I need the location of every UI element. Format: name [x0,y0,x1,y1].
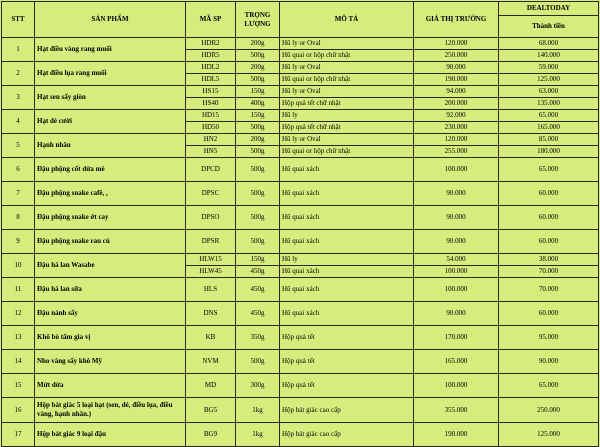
market-price-cell: 94.000 [414,86,499,98]
description-cell: Hũ ly or Oval [280,86,414,98]
deal-price-cell: 65.000 [499,158,599,182]
product-name-cell: Đậu hà lan sữa [35,278,186,302]
market-price-cell: 92.000 [414,110,499,122]
weight-cell: 1kg [236,398,280,423]
product-code-cell: HLW45 [186,266,236,278]
weight-cell: 450g [236,302,280,326]
stt-cell: 4 [2,110,35,134]
weight-cell: 500g [236,350,280,374]
table-row [2,182,599,206]
market-price-cell: 90.000 [414,62,499,74]
deal-price-cell: 38.000 [499,254,599,266]
description-cell: Hũ ly [280,110,414,122]
price-rows [2,38,599,447]
weight-cell: 500g [236,122,280,134]
description-cell: Hũ ly or Oval [280,62,414,74]
deal-price-cell: 60.000 [499,206,599,230]
market-price-cell: 100.000 [414,374,499,398]
description-cell: Hộp quà tết chữ nhật [280,122,414,134]
header-description: MÔ TẢ [280,2,414,38]
weight-cell: 350g [236,326,280,350]
market-price-cell: 190.000 [414,423,499,447]
product-code-cell: DPCD [186,158,236,182]
deal-price-cell: 60.000 [499,230,599,254]
description-cell: Hũ quai xách [280,266,414,278]
stt-cell: 1 [2,38,35,62]
header-dealtoday: DEALTODAY [499,2,599,16]
market-price-cell: 100.000 [414,278,499,302]
description-cell: Hũ quai or hộp chữ nhật [280,74,414,86]
product-name-cell: Hạnh nhân [35,134,186,158]
stt-cell: 7 [2,182,35,206]
weight-cell: 200g [236,62,280,74]
table-row [2,374,599,398]
market-price-cell: 170.000 [414,326,499,350]
weight-cell: 500g [236,50,280,62]
product-name-cell: Hộp bát giác 9 loại đậu [35,423,186,447]
product-code-cell: HLS [186,278,236,302]
market-price-cell: 100.000 [414,266,499,278]
product-name-cell: Hạt điều lụa rang muối [35,62,186,86]
product-code-cell: MD [186,374,236,398]
stt-cell: 14 [2,350,35,374]
product-name-cell: Hạt điều vàng rang muối [35,38,186,62]
product-code-cell: DPSO [186,206,236,230]
header-weight: TRỌNG LƯỢNG [236,2,280,38]
header-stt: STT [2,2,35,38]
product-name-cell: Đậu phộng cốt dừa mè [35,158,186,182]
product-code-cell: BG9 [186,423,236,447]
deal-price-cell: 90.000 [499,350,599,374]
description-cell: Hộp bát giác cao cấp [280,423,414,447]
description-cell: Hũ quai xách [280,182,414,206]
description-cell: Hũ quai xách [280,230,414,254]
product-code-cell: HDL5 [186,74,236,86]
deal-price-cell: 65.000 [499,374,599,398]
product-code-cell: DPSC [186,182,236,206]
stt-cell: 17 [2,423,35,447]
description-cell: Hũ quai xách [280,158,414,182]
deal-price-cell: 125.000 [499,74,599,86]
stt-cell: 2 [2,62,35,86]
market-price-cell: 165.000 [414,350,499,374]
description-cell: Hũ quai xách [280,302,414,326]
product-code-cell: HS40 [186,98,236,110]
deal-price-cell: 60.000 [499,302,599,326]
stt-cell: 16 [2,398,35,423]
product-name-cell: Nho vàng sấy khô Mỹ [35,350,186,374]
table-row [2,86,599,98]
weight-cell: 1kg [236,423,280,447]
product-name-cell: Khô bò tẩm gia vị [35,326,186,350]
weight-cell: 500g [236,182,280,206]
market-price-cell: 90.000 [414,302,499,326]
price-list-sheet [1,1,598,438]
deal-price-cell: 250.000 [499,398,599,423]
market-price-cell: 200.000 [414,98,499,110]
market-price-cell: 120.000 [414,134,499,146]
market-price-cell: 54.000 [414,254,499,266]
description-cell: Hộp bát giác cao cấp [280,398,414,423]
weight-cell: 150g [236,110,280,122]
product-name-cell: Mứt dừa [35,374,186,398]
price-table [1,1,599,447]
table-row [2,398,599,423]
deal-price-cell: 85.000 [499,134,599,146]
table-row [2,302,599,326]
product-name-cell: Đậu phộng snake cafê, , [35,182,186,206]
description-cell: Hũ quai or hộp chữ nhật [280,50,414,62]
stt-cell: 13 [2,326,35,350]
product-code-cell: HD50 [186,122,236,134]
stt-cell: 5 [2,134,35,158]
weight-cell: 200g [236,38,280,50]
weight-cell: 300g [236,374,280,398]
weight-cell: 150g [236,86,280,98]
deal-price-cell: 165.000 [499,122,599,134]
product-code-cell: HLW15 [186,254,236,266]
table-row [2,134,599,146]
stt-cell: 9 [2,230,35,254]
market-price-cell: 255.000 [414,146,499,158]
product-code-cell: NVM [186,350,236,374]
product-code-cell: HDR2 [186,38,236,50]
weight-cell: 500g [236,158,280,182]
table-row [2,326,599,350]
header-code: MÃ SP [186,2,236,38]
header-product: SẢN PHẨM [35,2,186,38]
product-code-cell: BG5 [186,398,236,423]
table-row [2,254,599,266]
market-price-cell: 90.000 [414,206,499,230]
table-row [2,206,599,230]
description-cell: Hộp quà tết [280,326,414,350]
product-name-cell: Đậu hà lan Wasabe [35,254,186,278]
description-cell: Hũ quai xách [280,206,414,230]
deal-price-cell: 65.000 [499,110,599,122]
deal-price-cell: 140.000 [499,50,599,62]
weight-cell: 500g [236,230,280,254]
market-price-cell: 90.000 [414,230,499,254]
market-price-cell: 120.000 [414,38,499,50]
deal-price-cell: 68.000 [499,38,599,50]
deal-price-cell: 59.000 [499,62,599,74]
description-cell: Hũ quai or hộp chữ nhật [280,146,414,158]
stt-cell: 8 [2,206,35,230]
product-code-cell: KB [186,326,236,350]
product-name-cell: Hạt sen sấy giòn [35,86,186,110]
table-row [2,423,599,447]
weight-cell: 200g [236,134,280,146]
weight-cell: 150g [236,254,280,266]
product-name-cell: Đậu phộng snake ớt cay [35,206,186,230]
stt-cell: 12 [2,302,35,326]
product-code-cell: HS15 [186,86,236,98]
deal-price-cell: 70.000 [499,266,599,278]
market-price-cell: 355.000 [414,398,499,423]
weight-cell: 500g [236,146,280,158]
description-cell: Hộp quà tết chữ nhật [280,98,414,110]
product-code-cell: DPSR [186,230,236,254]
product-code-cell: HN2 [186,134,236,146]
market-price-cell: 190.000 [414,74,499,86]
market-price-cell: 250.000 [414,50,499,62]
product-code-cell: HN5 [186,146,236,158]
product-name-cell: Hộp bát giác 5 loại hạt (sen, dẻ, điều lụa, điều vàng, hạnh nhân.) [35,398,186,423]
weight-cell: 450g [236,266,280,278]
table-row [2,230,599,254]
table-row [2,38,599,50]
header-amount: Thành tiền [499,16,599,38]
description-cell: Hộp quà tết [280,374,414,398]
table-row [2,158,599,182]
stt-cell: 15 [2,374,35,398]
description-cell: Hũ quai xách [280,278,414,302]
deal-price-cell: 63.000 [499,86,599,98]
deal-price-cell: 125.000 [499,423,599,447]
market-price-cell: 90.000 [414,182,499,206]
table-row [2,62,599,74]
table-row [2,350,599,374]
product-code-cell: HD15 [186,110,236,122]
table-row [2,278,599,302]
stt-cell: 10 [2,254,35,278]
weight-cell: 400g [236,98,280,110]
deal-price-cell: 180.000 [499,146,599,158]
stt-cell: 3 [2,86,35,110]
description-cell: Hộp quà tết [280,350,414,374]
product-name-cell: Đậu phộng snake rau củ [35,230,186,254]
product-name-cell: Hạt dẻ cười [35,110,186,134]
deal-price-cell: 60.000 [499,182,599,206]
description-cell: Hũ ly or Oval [280,134,414,146]
product-code-cell: HDL2 [186,62,236,74]
header-market-price: GIÁ THỊ TRƯỜNG [414,2,499,38]
stt-cell: 6 [2,158,35,182]
table-row [2,110,599,122]
description-cell: Hũ ly [280,254,414,266]
deal-price-cell: 95.000 [499,326,599,350]
weight-cell: 450g [236,278,280,302]
product-code-cell: DNS [186,302,236,326]
weight-cell: 500g [236,206,280,230]
description-cell: Hũ ly or Oval [280,38,414,50]
deal-price-cell: 135.000 [499,98,599,110]
deal-price-cell: 70.000 [499,278,599,302]
product-name-cell: Đậu nành sấy [35,302,186,326]
market-price-cell: 230.000 [414,122,499,134]
stt-cell: 11 [2,278,35,302]
product-code-cell: HDR5 [186,50,236,62]
market-price-cell: 100.000 [414,158,499,182]
weight-cell: 500g [236,74,280,86]
